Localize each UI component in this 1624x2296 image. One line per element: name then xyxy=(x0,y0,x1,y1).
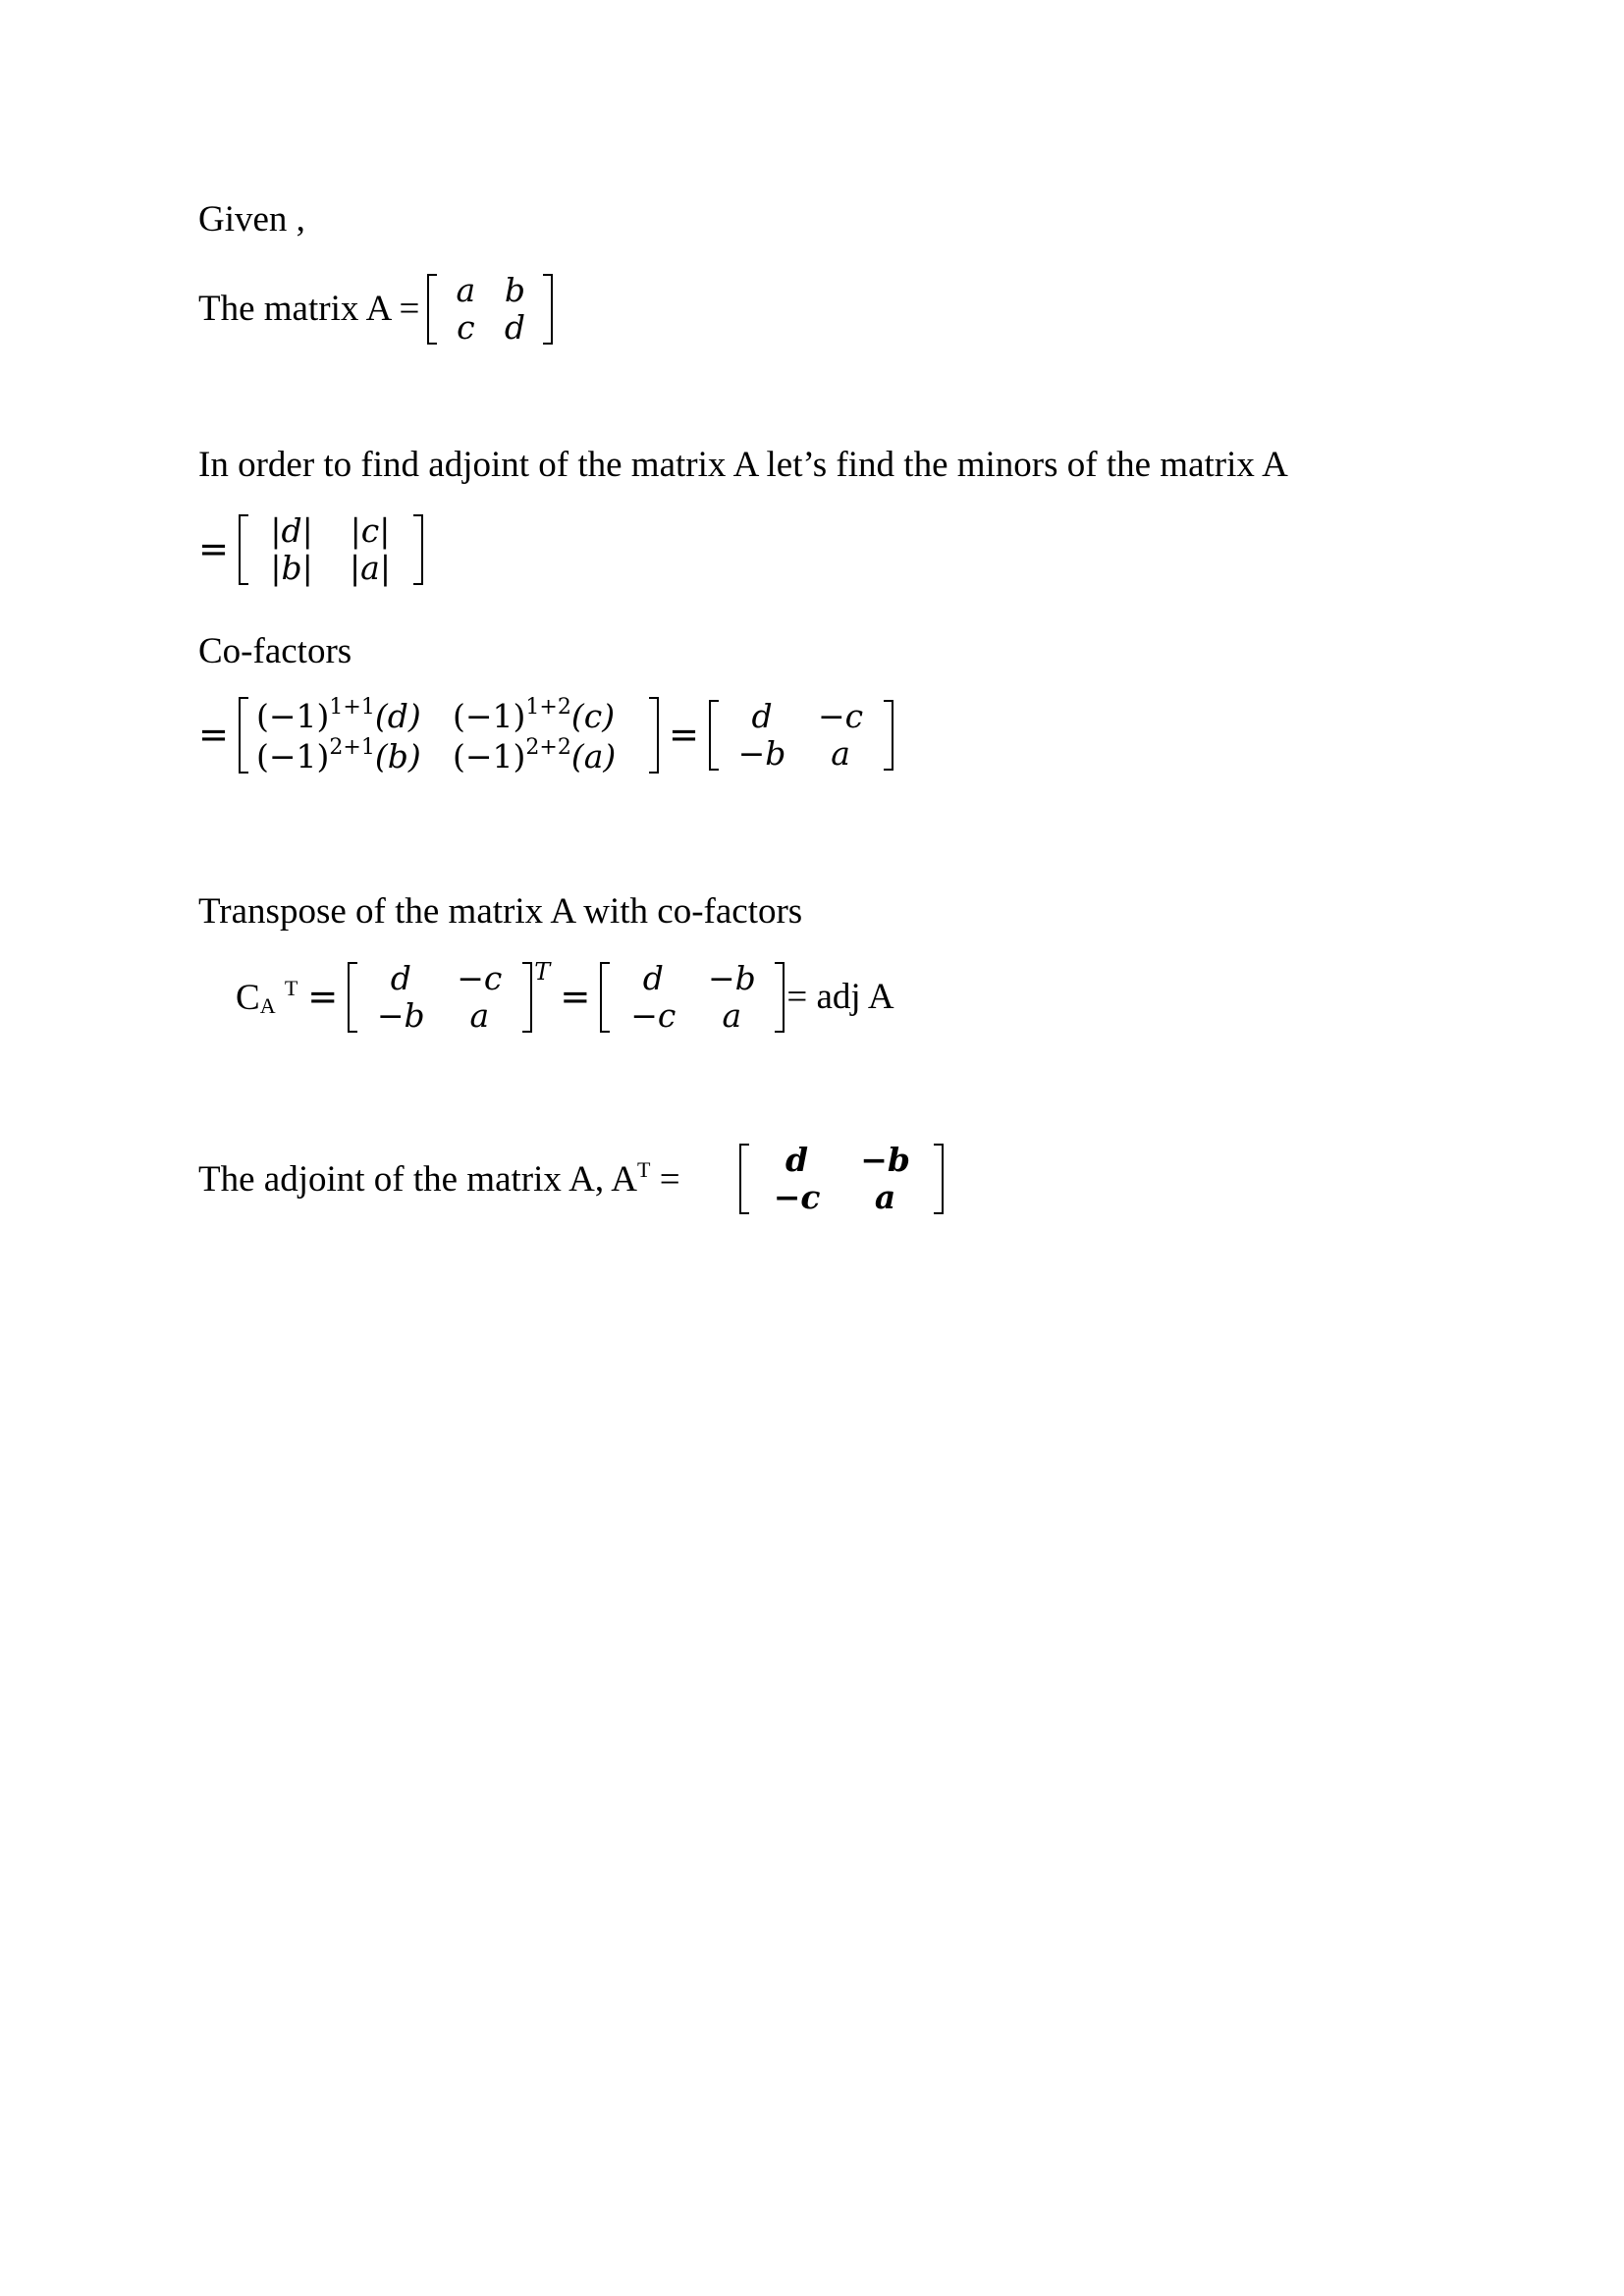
final-line xyxy=(198,1142,944,1216)
cofactor-expr-cell: $(-1)^{1+1}(d)$ xyxy=(256,695,421,735)
minor-cell: |d| xyxy=(270,511,313,550)
matrix-a-label: The matrix A = xyxy=(198,289,420,330)
matrix-a-line xyxy=(198,272,553,347)
cofactor-expr-cell: $(-1)^{2+1}(b)$ xyxy=(256,734,421,775)
transpose-superscript: T xyxy=(534,957,551,986)
matrix-a-cell: c xyxy=(457,307,475,347)
matrix-cell: d xyxy=(785,1141,809,1179)
cofactor-matrix-before-transpose xyxy=(348,960,532,1035)
minors-line xyxy=(198,512,423,587)
matrix-a-cell: b xyxy=(504,271,525,309)
final-adjoint-matrix xyxy=(739,1142,944,1216)
matrix-a xyxy=(427,272,553,347)
matrix-cell: −b xyxy=(707,959,756,997)
ca-label: CA $^T$ xyxy=(236,975,298,1018)
cofactor-matrix xyxy=(709,698,893,773)
minor-cell: |a| xyxy=(350,548,391,587)
matrix-cell: a xyxy=(722,995,742,1035)
cofactor-expression-matrix xyxy=(239,695,659,775)
cofactor-cell: −b xyxy=(737,733,786,773)
equals-sign: = xyxy=(560,976,591,1019)
adj-a-label: = adj A xyxy=(786,977,894,1018)
matrix-cell: −b xyxy=(860,1141,910,1179)
matrix-cell: −c xyxy=(457,959,503,997)
cofactors-line xyxy=(198,695,893,775)
transpose-label: Transpose of the matrix A with co-factors xyxy=(198,891,803,932)
matrix-cell: −c xyxy=(773,1177,821,1216)
equals-sign: = xyxy=(198,528,230,571)
equals-sign: = xyxy=(669,714,700,757)
final-label: The adjoint of the matrix A, $A^T$ = xyxy=(198,1156,680,1200)
matrix-cell: d xyxy=(390,959,411,997)
minor-cell: |b| xyxy=(270,548,313,587)
given-text: Given , xyxy=(198,199,305,240)
matrix-a-cell: d xyxy=(504,307,525,347)
cofactor-cell: d xyxy=(751,697,773,735)
cofactor-cell: −c xyxy=(817,697,864,735)
matrix-cell: d xyxy=(642,959,664,997)
cofactor-cell: a xyxy=(831,733,850,773)
equals-sign: = xyxy=(307,976,339,1019)
transposed-matrix xyxy=(600,960,785,1035)
matrix-cell: −b xyxy=(376,995,425,1035)
minors-intro: In order to find adjoint of the matrix A let’s find the minors of the matrix A xyxy=(198,445,1288,485)
cofactor-expr-cell: $(-1)^{1+2}(c)$ xyxy=(453,695,616,735)
matrix-cell: −c xyxy=(630,995,677,1035)
matrix-cell: a xyxy=(469,995,490,1035)
matrix-cell: a xyxy=(874,1177,896,1216)
minors-matrix xyxy=(239,512,423,587)
cofactors-label: Co-factors xyxy=(198,631,352,671)
equals-sign: = xyxy=(198,714,230,757)
transpose-line xyxy=(236,957,894,1035)
minor-cell: |c| xyxy=(350,511,391,550)
cofactor-expr-cell: $(-1)^{2+2}(a)$ xyxy=(453,734,617,775)
matrix-a-cell: a xyxy=(456,271,476,309)
